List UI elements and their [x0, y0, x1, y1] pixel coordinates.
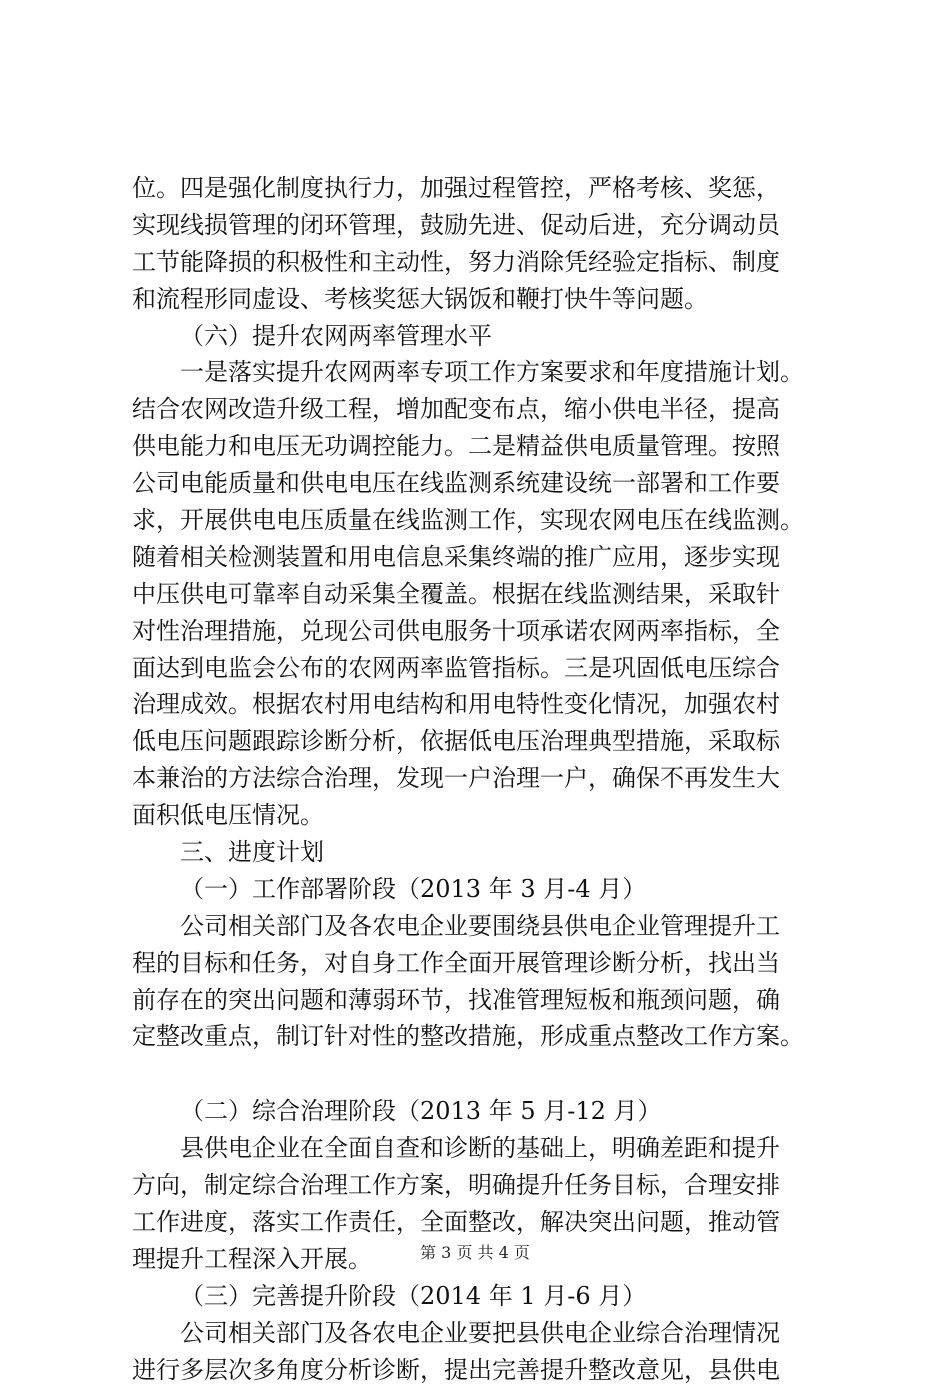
text-line: 前存在的突出问题和薄弱环节，找准管理短板和瓶颈问题，确: [132, 985, 780, 1014]
text-line: 面达到电监会公布的农网两率监管指标。三是巩固低电压综合: [132, 653, 780, 682]
text-line: 求，开展供电电压质量在线监测工作，实现农网电压在线监测。: [132, 506, 804, 535]
section-heading: （六）提升农网两率管理水平: [180, 321, 492, 350]
paragraph-gap: [132, 1055, 852, 1093]
section-heading: （三）完善提升阶段（2014 年 1 月-6 月）: [180, 1281, 647, 1310]
text-line: 面积低电压情况。: [132, 801, 324, 830]
document-body: [132, 170, 852, 1389]
text-line: 和流程形同虚设、考核奖惩大锅饭和鞭打快牛等问题。: [132, 284, 708, 313]
text-line: 程的目标和任务，对自身工作全面开展管理诊断分析，找出当: [132, 948, 780, 977]
text-line: 中压供电可靠率自动采集全覆盖。根据在线监测结果，采取针: [132, 579, 780, 608]
section-heading: （二）综合治理阶段（2013 年 5 月-12 月）: [180, 1097, 662, 1126]
text-line: 公司电能质量和供电电压在线监测系统建设统一部署和工作要: [132, 469, 780, 498]
page-number: 第 3 页 共 4 页: [420, 1243, 530, 1262]
text-line: 定整改重点，制订针对性的整改措施，形成重点整改工作方案。: [132, 1022, 804, 1051]
text-line: 工节能降损的积极性和主动性，努力消除凭经验定指标、制度: [132, 247, 780, 276]
text-line: 位。四是强化制度执行力，加强过程管控，严格考核、奖惩，: [132, 174, 780, 202]
text-line: 实现线损管理的闭环管理，鼓励先进、促动后进，充分调动员: [132, 210, 780, 239]
section-heading: 三、进度计划: [180, 838, 324, 867]
text-line: 本兼治的方法综合治理，发现一户治理一户，确保不再发生大: [132, 764, 780, 793]
text-line: 对性治理措施，兑现公司供电服务十项承诺农网两率指标，全: [132, 616, 780, 645]
text-line: 公司相关部门及各农电企业要围绕县供电企业管理提升工: [180, 911, 780, 940]
text-line: 公司相关部门及各农电企业要把县供电企业综合治理情况: [180, 1318, 780, 1347]
text-line: 随着相关检测装置和用电信息采集终端的推广应用，逐步实现: [132, 542, 780, 571]
text-line: 方向，制定综合治理工作方案，明确提升任务目标，合理安排: [132, 1171, 780, 1200]
section-heading: （一）工作部署阶段（2013 年 3 月-4 月）: [180, 874, 647, 903]
text-line: 一是落实提升农网两率专项工作方案要求和年度措施计划。: [180, 358, 804, 387]
text-line: 治理成效。根据农村用电结构和用电特性变化情况，加强农村: [132, 690, 780, 719]
text-line: 理提升工程深入开展。: [132, 1244, 372, 1273]
text-line: 低电压问题跟踪诊断分析，依据低电压治理典型措施，采取标: [132, 727, 780, 756]
text-line: 结合农网改造升级工程，增加配变布点，缩小供电半径，提高: [132, 395, 780, 424]
text-line: 工作进度，落实工作责任，全面整改，解决突出问题，推动管: [132, 1208, 780, 1237]
text-line: 县供电企业在全面自查和诊断的基础上，明确差距和提升: [180, 1134, 780, 1163]
text-line: 供电能力和电压无功调控能力。二是精益供电质量管理。按照: [132, 432, 780, 461]
text-line: 进行多层次多角度分析诊断，提出完善提升整改意见，县供电: [132, 1355, 780, 1384]
